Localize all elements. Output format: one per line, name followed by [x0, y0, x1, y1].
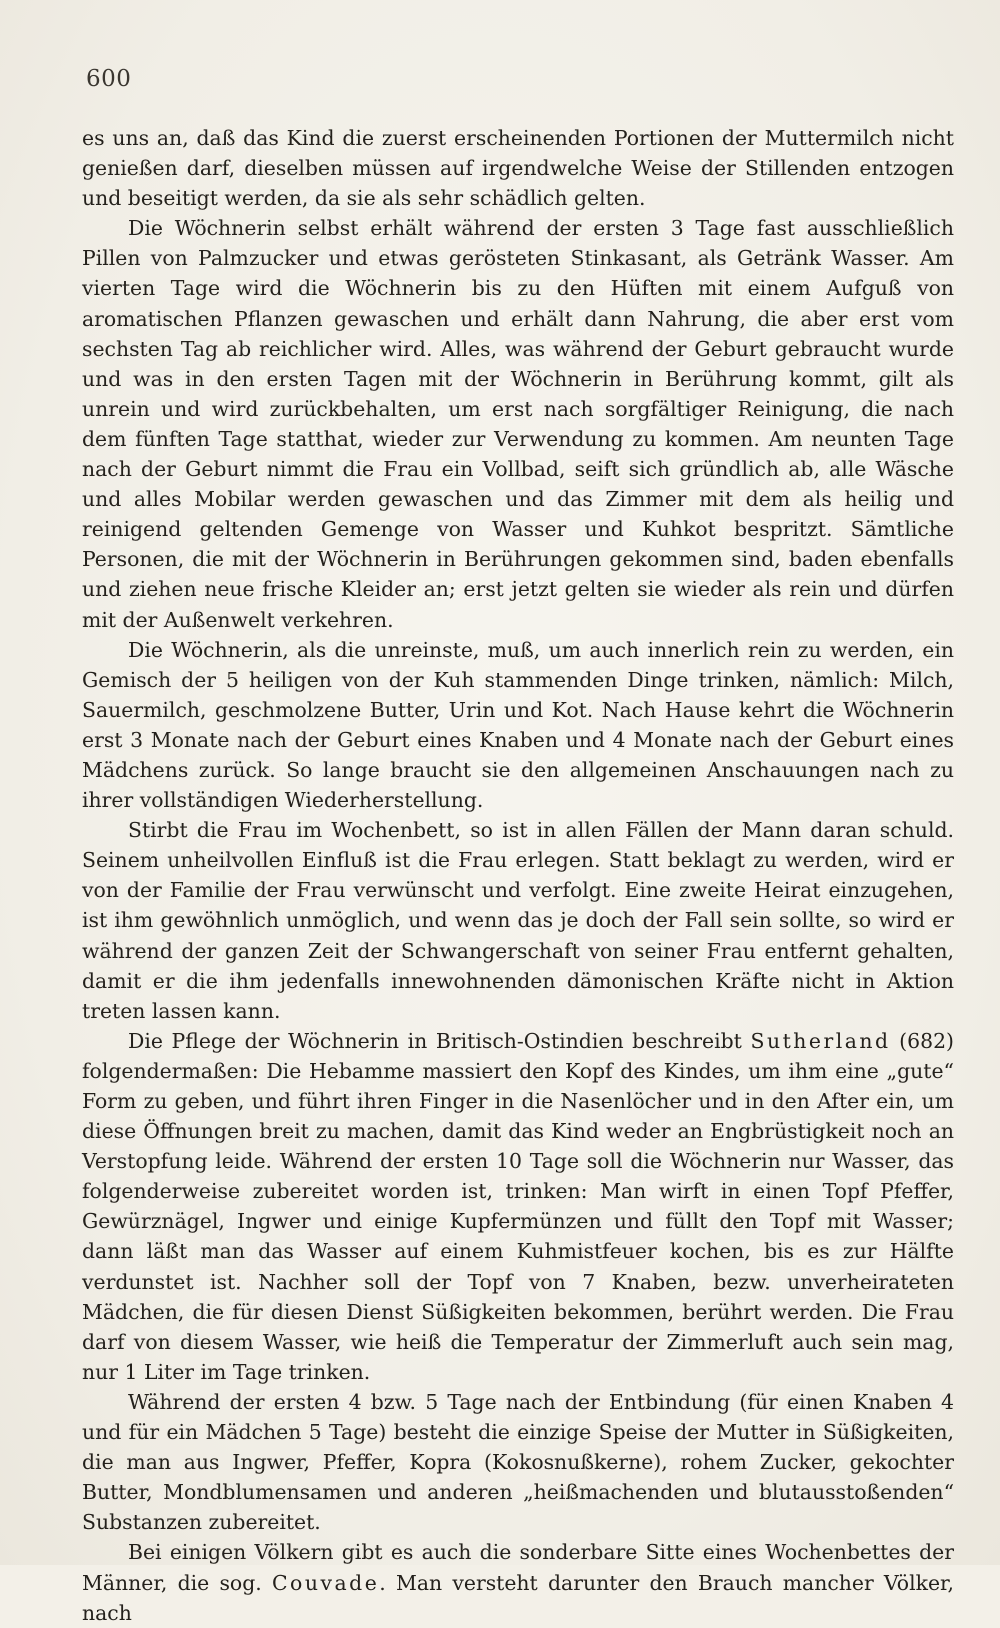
body-text [82, 123, 954, 1628]
paragraph-7-before: Bei einigen Völkern gibt es auch die sonderbare Sitte eines Wochenbettes der Männer, die sog. [82, 1540, 954, 1595]
paragraph-5 [82, 1026, 954, 1387]
paragraph-2: Die Wöchnerin selbst erhält während der ersten 3 Tage fast ausschließlich Pillen von Palmzucker und etwas gerösteten Stinkasant, als Getränk Wasser. Am vierten Tage wird die Wöchnerin bis zu den Hüften mit einem Aufguß von aromatischen Pflanzen gewaschen und erhält dann Nahrung, die aber erst vom sechsten Tag ab reichlicher wird. Alles, was während der Geburt gebraucht wurde und was in den ersten Tagen mit der Wöchnerin in Berührung kommt, gilt als unrein und wird zurückbehalten, um erst nach sorgfältiger Reinigung, die nach dem fünften Tage statthat, wieder zur Verwendung zu kommen. Am neunten Tage nach der Geburt nimmt die Frau ein Vollbad, seift sich gründlich ab, alle Wäsche und alles Mobilar werden gewaschen und das Zimmer mit dem als heilig und reinigend geltenden Gemenge von Wasser und Kuhkot bespritzt. Sämtliche Personen, die mit der Wöchnerin in Berührungen gekommen sind, baden ebenfalls und ziehen neue frische Kleider an; erst jetzt gelten sie wieder als rein und dürfen mit der Außenwelt verkehren. [82, 216, 954, 632]
paragraph-7 [82, 1537, 954, 1627]
paragraph-3: Die Wöchnerin, als die unreinste, muß, um auch innerlich rein zu werden, ein Gemisch der 5 heiligen von der Kuh stammenden Dinge trinken, nämlich: Milch, Sauermilch, geschmolzene Butter, Urin und Kot. Nach Hause kehrt die Wöchnerin erst 3 Monate nach der Geburt eines Knaben und 4 Monate nach der Geburt eines Mädchens zurück. So lange braucht sie den allgemeinen Anschauungen nach zu ihrer vollständigen Wiederherstellung. [82, 637, 954, 813]
paragraph-7-after: . Man versteht darunter den Brauch mancher Völker, nach [82, 1570, 954, 1625]
paragraph-1: es uns an, daß das Kind die zuerst erscheinenden Portionen der Muttermilch nicht genießen darf, dieselben müssen auf irgendwelche Weise der Stillenden entzogen und beseitigt werden, da sie als sehr schädlich gelten. [82, 126, 954, 211]
page-number: 600 [86, 66, 132, 92]
term-couvade: Couvade [271, 1570, 380, 1595]
paragraph-6: Während der ersten 4 bzw. 5 Tage nach der Entbindung (für einen Knaben 4 und für ein Mädchen 5 Tage) besteht die einzige Speise der Mutter in Süßigkeiten, die man aus Ingwer, Pfeffer, Kopra (Kokosnußkerne), rohem Zucker, gekochter Butter, Mondblumensamen und anderen „heißmachenden und blutausstoßenden“ Substanzen zubereitet. [82, 1389, 954, 1535]
author-name-sutherland: Sutherland [750, 1028, 891, 1053]
paragraph-4: Stirbt die Frau im Wochenbett, so ist in allen Fällen der Mann daran schuld. Seinem unheilvollen Einfluß ist die Frau erlegen. Statt beklagt zu werden, wird er von der Familie der Frau verwünscht und verfolgt. Eine zweite Heirat einzugehen, ist ihm gewöhnlich unmöglich, und wenn das je doch der Fall sein sollte, so wird er während der ganzen Zeit der Schwangerschaft von seiner Frau entfernt gehalten, damit er die ihm jedenfalls innewohnenden dämonischen Kräfte nicht in Aktion treten lassen kann. [82, 818, 954, 1023]
paragraph-5-after: (682) folgendermaßen: Die Hebamme massiert den Kopf des Kindes, um ihm eine „gute“ Form zu geben, und führt ihren Finger in die Nasenlöcher und in den After ein, um diese Öffnungen breit zu machen, damit das Kind weder an Engbrüstigkeit noch an Verstopfung leide. Während der ersten 10 Tage soll die Wöchnerin nur Wasser, das folgenderweise zubereitet worden ist, trinken: Man wirft in einen Topf Pfeffer, Gewürznägel, Ingwer und einige Kupfermünzen und füllt den Topf mit Wasser; dann läßt man das Wasser auf einem Kuhmistfeuer kochen, bis es zur Hälfte verdunstet ist. Nachher soll der Topf von 7 Knaben, bezw. unverheirateten Mädchen, die für diesen Dienst Süßigkeiten bekommen, berührt werden. Die Frau darf von diesem Wasser, wie heiß die Temperatur der Zimmerluft auch sein mag, nur 1 Liter im Tage trinken. [82, 1028, 954, 1384]
paragraph-5-before: Die Pflege der Wöchnerin in Britisch-Ostindien beschreibt [128, 1028, 751, 1053]
